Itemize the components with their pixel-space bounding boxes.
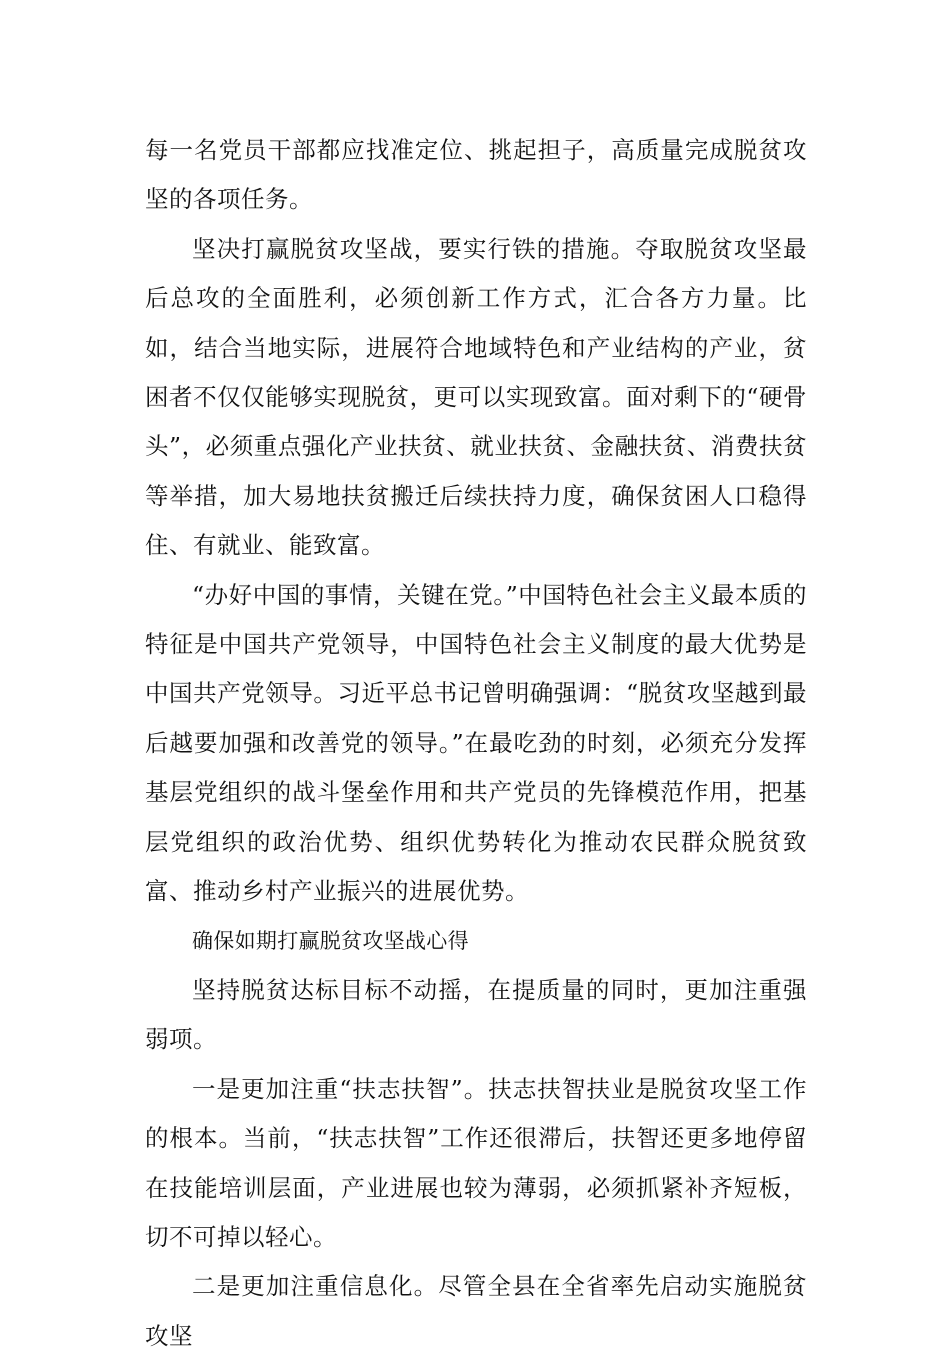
paragraph-point-one: 一是更加注重“扶志扶智”。扶志扶智扶业是脱贫攻坚工作的根本。当前，“扶志扶智”工作还很滞后，扶智还更多地停留在技能培训层面，产业进展也较为薄弱，必须抓紧补齐短板，切不可掉以轻心。 (145, 1074, 807, 1251)
paragraph-party-leadership: “办好中国的事情，关键在党。”中国特色社会主义最本质的特征是中国共产党领导，中国特色社会主义制度的最大优势是中国共产党领导。习近平总书记曾明确强调：“脱贫攻坚越到最后越要加强和改善党的领导。”在最吃劲的时刻，必须充分发挥基层党组织的战斗堡垒作用和共产党员的先锋模范作用，把基层党组织的政治优势、组织优势转化为推动农民群众脱贫致富、推动乡村产业振兴的进展优势。 (145, 580, 807, 906)
paragraph-measures: 坚决打赢脱贫攻坚战，要实行铁的措施。夺取脱贫攻坚最后总攻的全面胜利，必须创新工作方式，汇合各方力量。比如，结合当地实际，进展符合地域特色和产业结构的产业，贫困者不仅仅能够实现脱贫，更可以实现致富。面对剩下的“硬骨头”，必须重点强化产业扶贫、就业扶贫、金融扶贫、消费扶贫等举措，加大易地扶贫搬迁后续扶持力度，确保贫困人口稳得住、有就业、能致富。 (145, 234, 807, 560)
paragraph-goal: 坚持脱贫达标目标不动摇，在提质量的同时，更加注重强弱项。 (145, 975, 807, 1054)
paragraph-point-two: 二是更加注重信息化。尽管全县在全省率先启动实施脱贫攻坚 (145, 1272, 807, 1350)
paragraph-continuation: 每一名党员干部都应找准定位、挑起担子，高质量完成脱贫攻坚的各项任务。 (145, 136, 807, 214)
section-heading: 确保如期打赢脱贫攻坚战心得 (192, 928, 469, 953)
document-body (145, 126, 807, 1361)
